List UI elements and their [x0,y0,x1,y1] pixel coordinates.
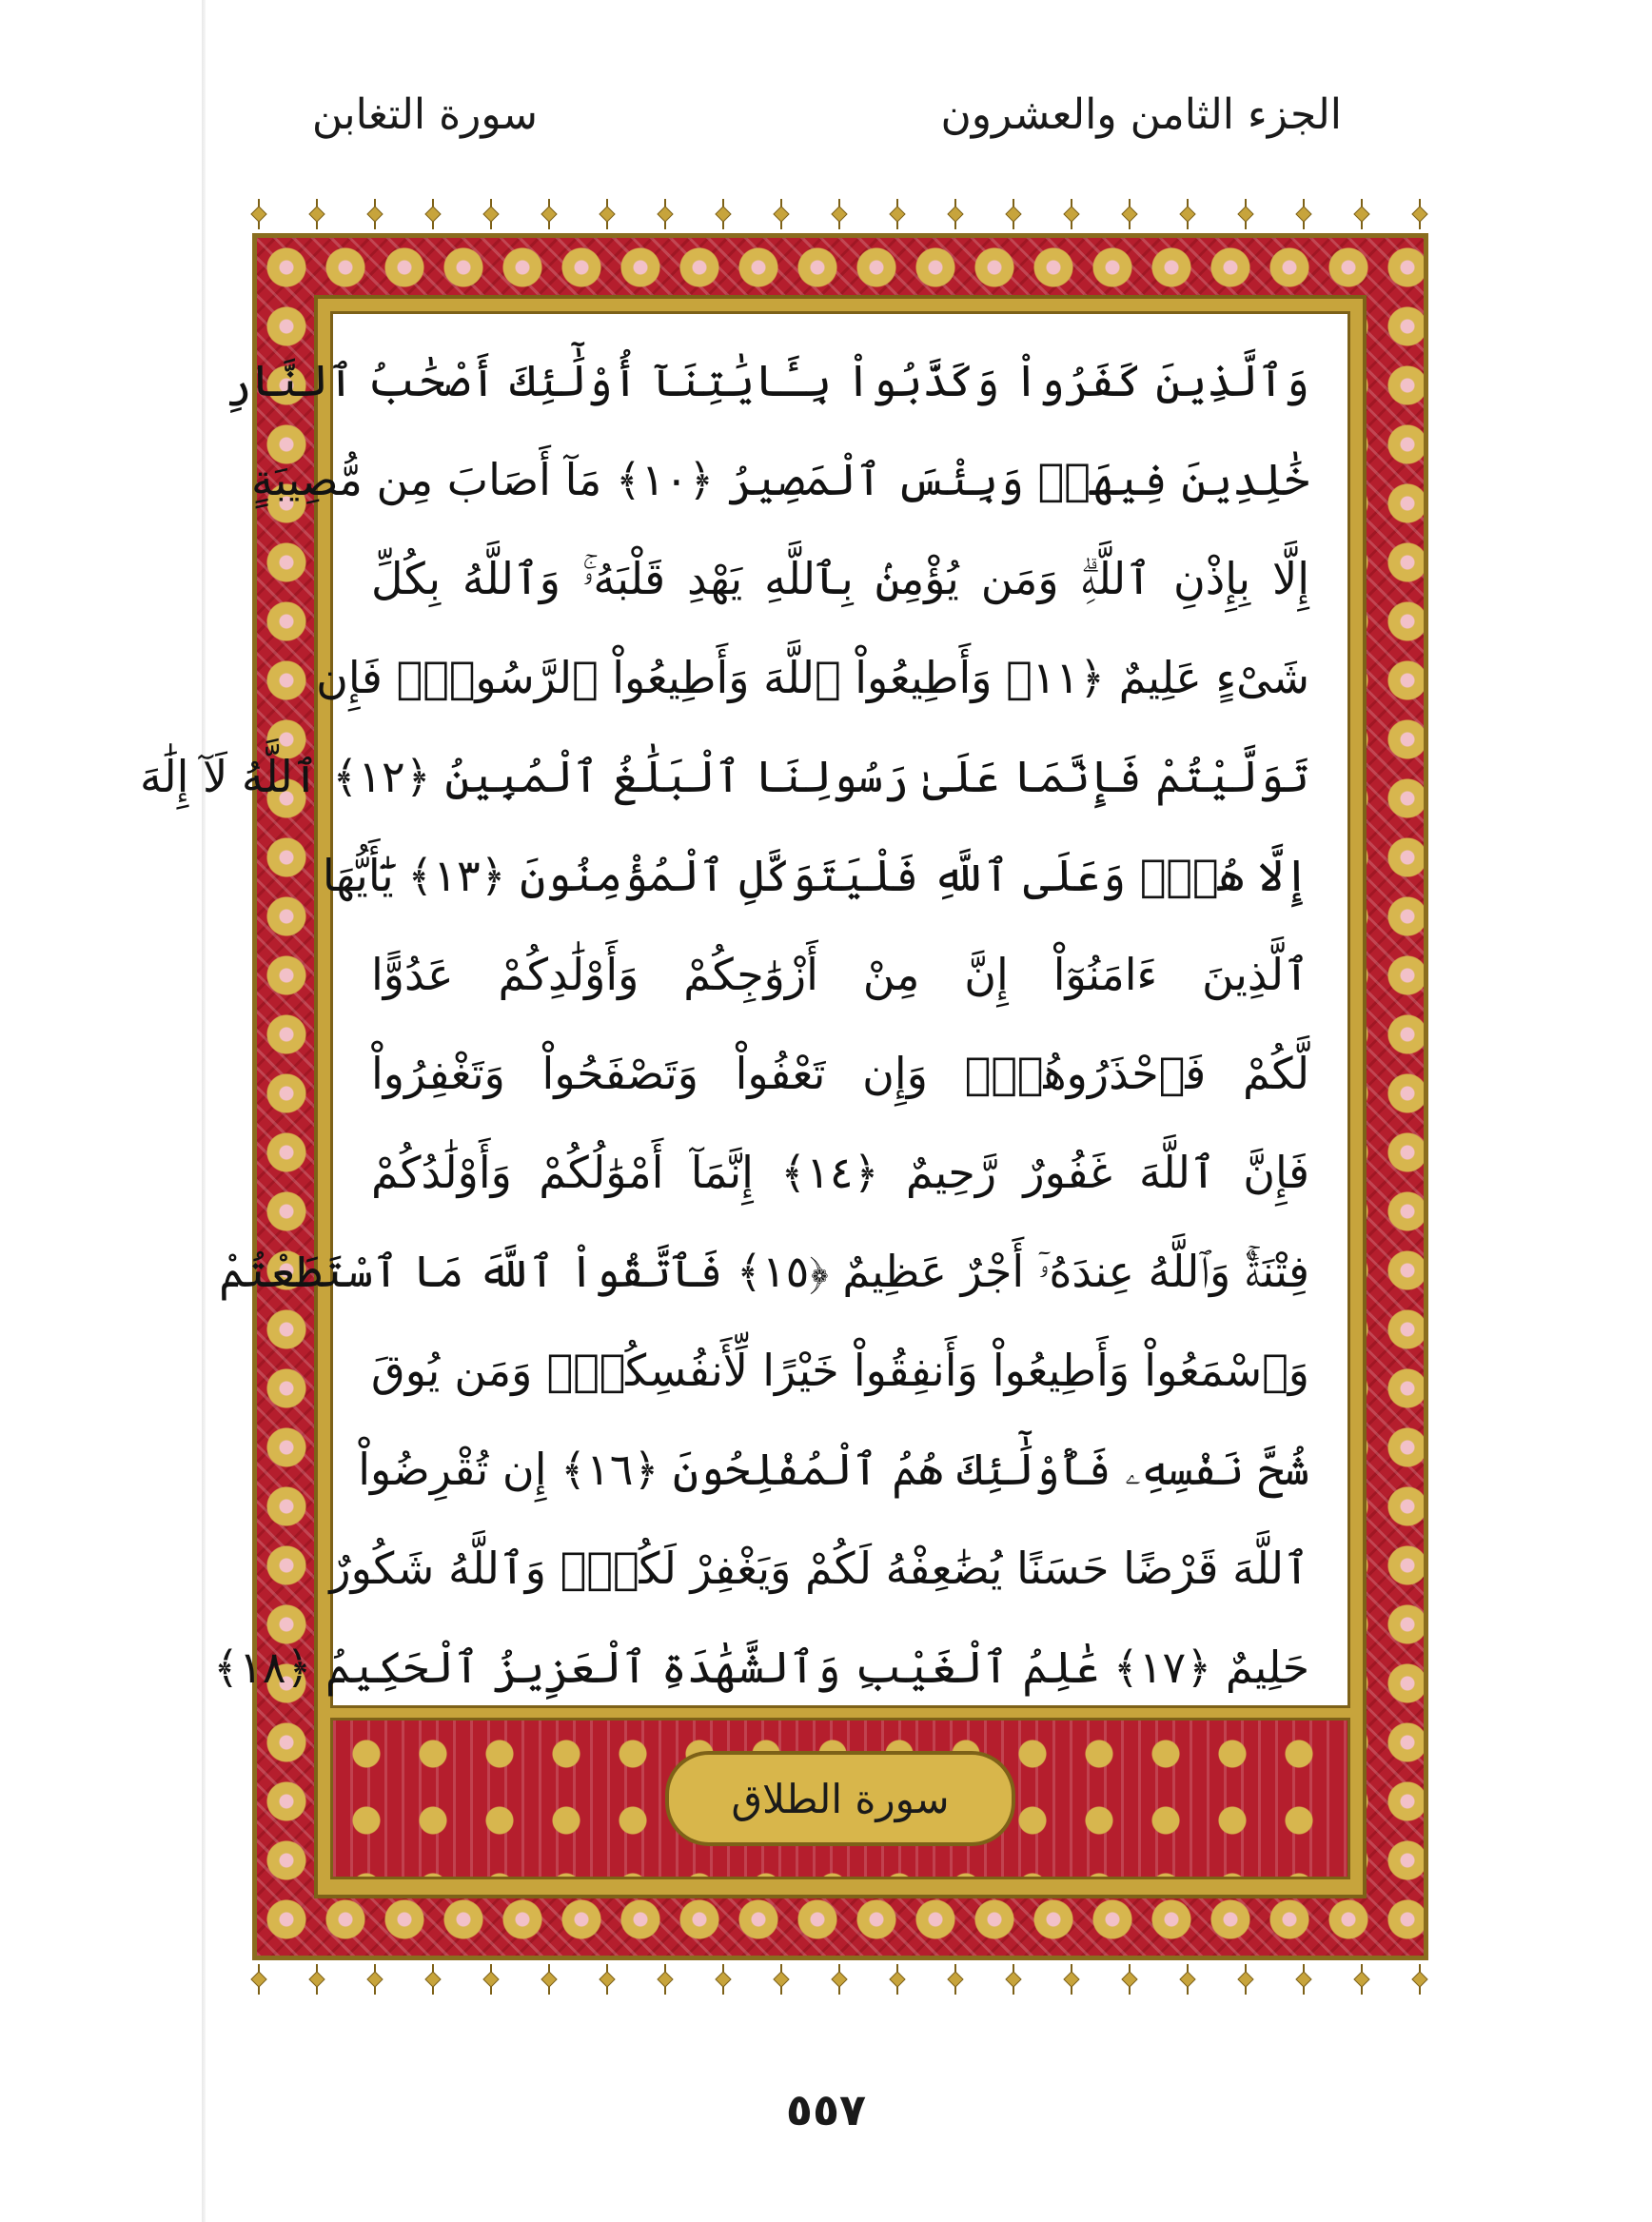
verse-line-9: فَإِنَّ ٱللَّهَ غَفُورٌ رَّحِيمٌ ﴿١٤﴾ إِنَّمَآ أَمْوَٰلُكُمْ وَأَوْلَٰدُكُمْ [371,1147,1309,1198]
juz-header: الجزء الثامن والعشرون [940,90,1342,139]
verse-line-11: وَٱسْمَعُواْ وَأَطِيعُواْ وَأَنفِقُواْ خَيْرًا لِّأَنفُسِكُمْۗ وَمَن يُوقَ [371,1345,1309,1396]
ornamental-frame [139,233,1428,1960]
verse-line-2: خَٰلِدِينَ فِيهَاۖ وَبِئْسَ ٱلْمَصِيرُ ﴿١٠﴾ مَآ أَصَابَ مِن مُّصِيبَةٍ [250,454,1309,505]
finial-ornament [425,199,441,229]
finial-ornament [832,1964,847,1995]
finial-ornament [251,1964,266,1995]
finial-ornament [1122,199,1137,229]
bottom-ornament-finials [247,1960,1433,1998]
verse-line-4: شَىْءٍ عَلِيمٌ ﴿١١﴾ وَأَطِيعُواْ ٱللَّهَ وَأَطِيعُواْ ٱلرَّسُولَۚ فَإِن [316,652,1309,703]
finial-ornament [716,199,731,229]
finial-ornament [1238,1964,1253,1995]
verse-line-14: حَلِيمٌ ﴿١٧﴾ عَٰلِمُ ٱلْغَيْبِ وَٱلشَّهَٰدَةِ ٱلْعَزِيزُ ٱلْحَكِيمُ ﴿١٨﴾ [213,1642,1309,1693]
finial-ornament [600,199,615,229]
finial-ornament [483,1964,499,1995]
finial-ornament [716,1964,731,1995]
finial-ornament [890,199,905,229]
finial-ornament [425,1964,441,1995]
finial-ornament [600,1964,615,1995]
verse-line-12: شُحَّ نَفْسِهِۦ فَأُوْلَٰٓئِكَ هُمُ ٱلْمُفْلِحُونَ ﴿١٦﴾ إِن تُقْرِضُواْ [358,1444,1309,1495]
finial-ornament [1296,199,1311,229]
verse-line-6: إِلَّا هُوَۚ وَعَلَى ٱللَّهِ فَلْيَتَوَكَّلِ ٱلْمُؤْمِنُونَ ﴿١٣﴾ يَٰٓأَيُّهَا [322,850,1309,901]
page-number: ٥٥٧ [785,2084,867,2135]
verse-line-7: ٱلَّذِينَ ءَامَنُوٓاْ إِنَّ مِنْ أَزْوَٰجِكُمْ وَأَوْلَٰدِكُمْ عَدُوًّا [371,949,1309,1000]
finial-ornament [774,1964,789,1995]
finial-ornament [251,199,266,229]
finial-ornament [1180,199,1195,229]
finial-ornament [774,199,789,229]
verse-line-3: إِلَّا بِإِذْنِ ٱللَّهِۗ وَمَن يُؤْمِنۢ بِٱللَّهِ يَهْدِ قَلْبَهُۥۚ وَٱللَّهُ بِكُلِّ [371,553,1309,604]
surah-title-cartouche: سورة الطلاق [665,1751,1015,1846]
top-ornament-finials [247,195,1433,233]
verse-line-10: فِتْنَةٌۚ وَٱللَّهُ عِندَهُۥٓ أَجْرٌ عَظِيمٌ ﴿١٥﴾ فَٱتَّقُواْ ٱللَّهَ مَا ٱسْتَطَعْتُمْ [219,1246,1309,1297]
page-binding-edge [202,0,206,2222]
finial-ornament [948,1964,963,1995]
next-surah-banner [330,1718,1350,1879]
finial-ornament [541,1964,557,1995]
finial-ornament [1354,199,1369,229]
finial-ornament [1006,1964,1021,1995]
finial-ornament [1064,199,1079,229]
verse-text-panel [139,311,1350,1708]
finial-ornament [1238,199,1253,229]
verse-line-1: وَٱلَّذِينَ كَفَرُواْ وَكَذَّبُواْ بِـَٔايَٰتِنَآ أُوْلَٰٓئِكَ أَصْحَٰبُ ٱلنَّارِ [226,355,1309,406]
finial-ornament [1296,1964,1311,1995]
finial-ornament [309,1964,324,1995]
verse-line-5: تَوَلَّيْتُمْ فَإِنَّمَا عَلَىٰ رَسُولِنَا ٱلْبَلَٰغُ ٱلْمُبِينُ ﴿١٢﴾ ٱللَّهُ لَآ إِلَٰهَ [139,751,1309,802]
finial-ornament [483,199,499,229]
finial-ornament [367,199,383,229]
finial-ornament [309,199,324,229]
finial-ornament [890,1964,905,1995]
finial-ornament [658,1964,673,1995]
finial-ornament [541,199,557,229]
finial-ornament [658,199,673,229]
verse-line-13: ٱللَّهَ قَرْضًا حَسَنًا يُضَٰعِفْهُ لَكُمْ وَيَغْفِرْ لَكُمْۚ وَٱللَّهُ شَكُورٌ [329,1543,1309,1594]
finial-ornament [1180,1964,1195,1995]
finial-ornament [1354,1964,1369,1995]
finial-ornament [948,199,963,229]
finial-ornament [1412,199,1427,229]
finial-ornament [367,1964,383,1995]
finial-ornament [1412,1964,1427,1995]
finial-ornament [1006,199,1021,229]
finial-ornament [1064,1964,1079,1995]
finial-ornament [832,199,847,229]
verse-line-8: لَّكُمْ فَٱحْذَرُوهُمْۚ وَإِن تَعْفُواْ وَتَصْفَحُواْ وَتَغْفِرُواْ [371,1048,1309,1099]
finial-ornament [1122,1964,1137,1995]
surah-header: سورة التغابن [311,90,538,139]
